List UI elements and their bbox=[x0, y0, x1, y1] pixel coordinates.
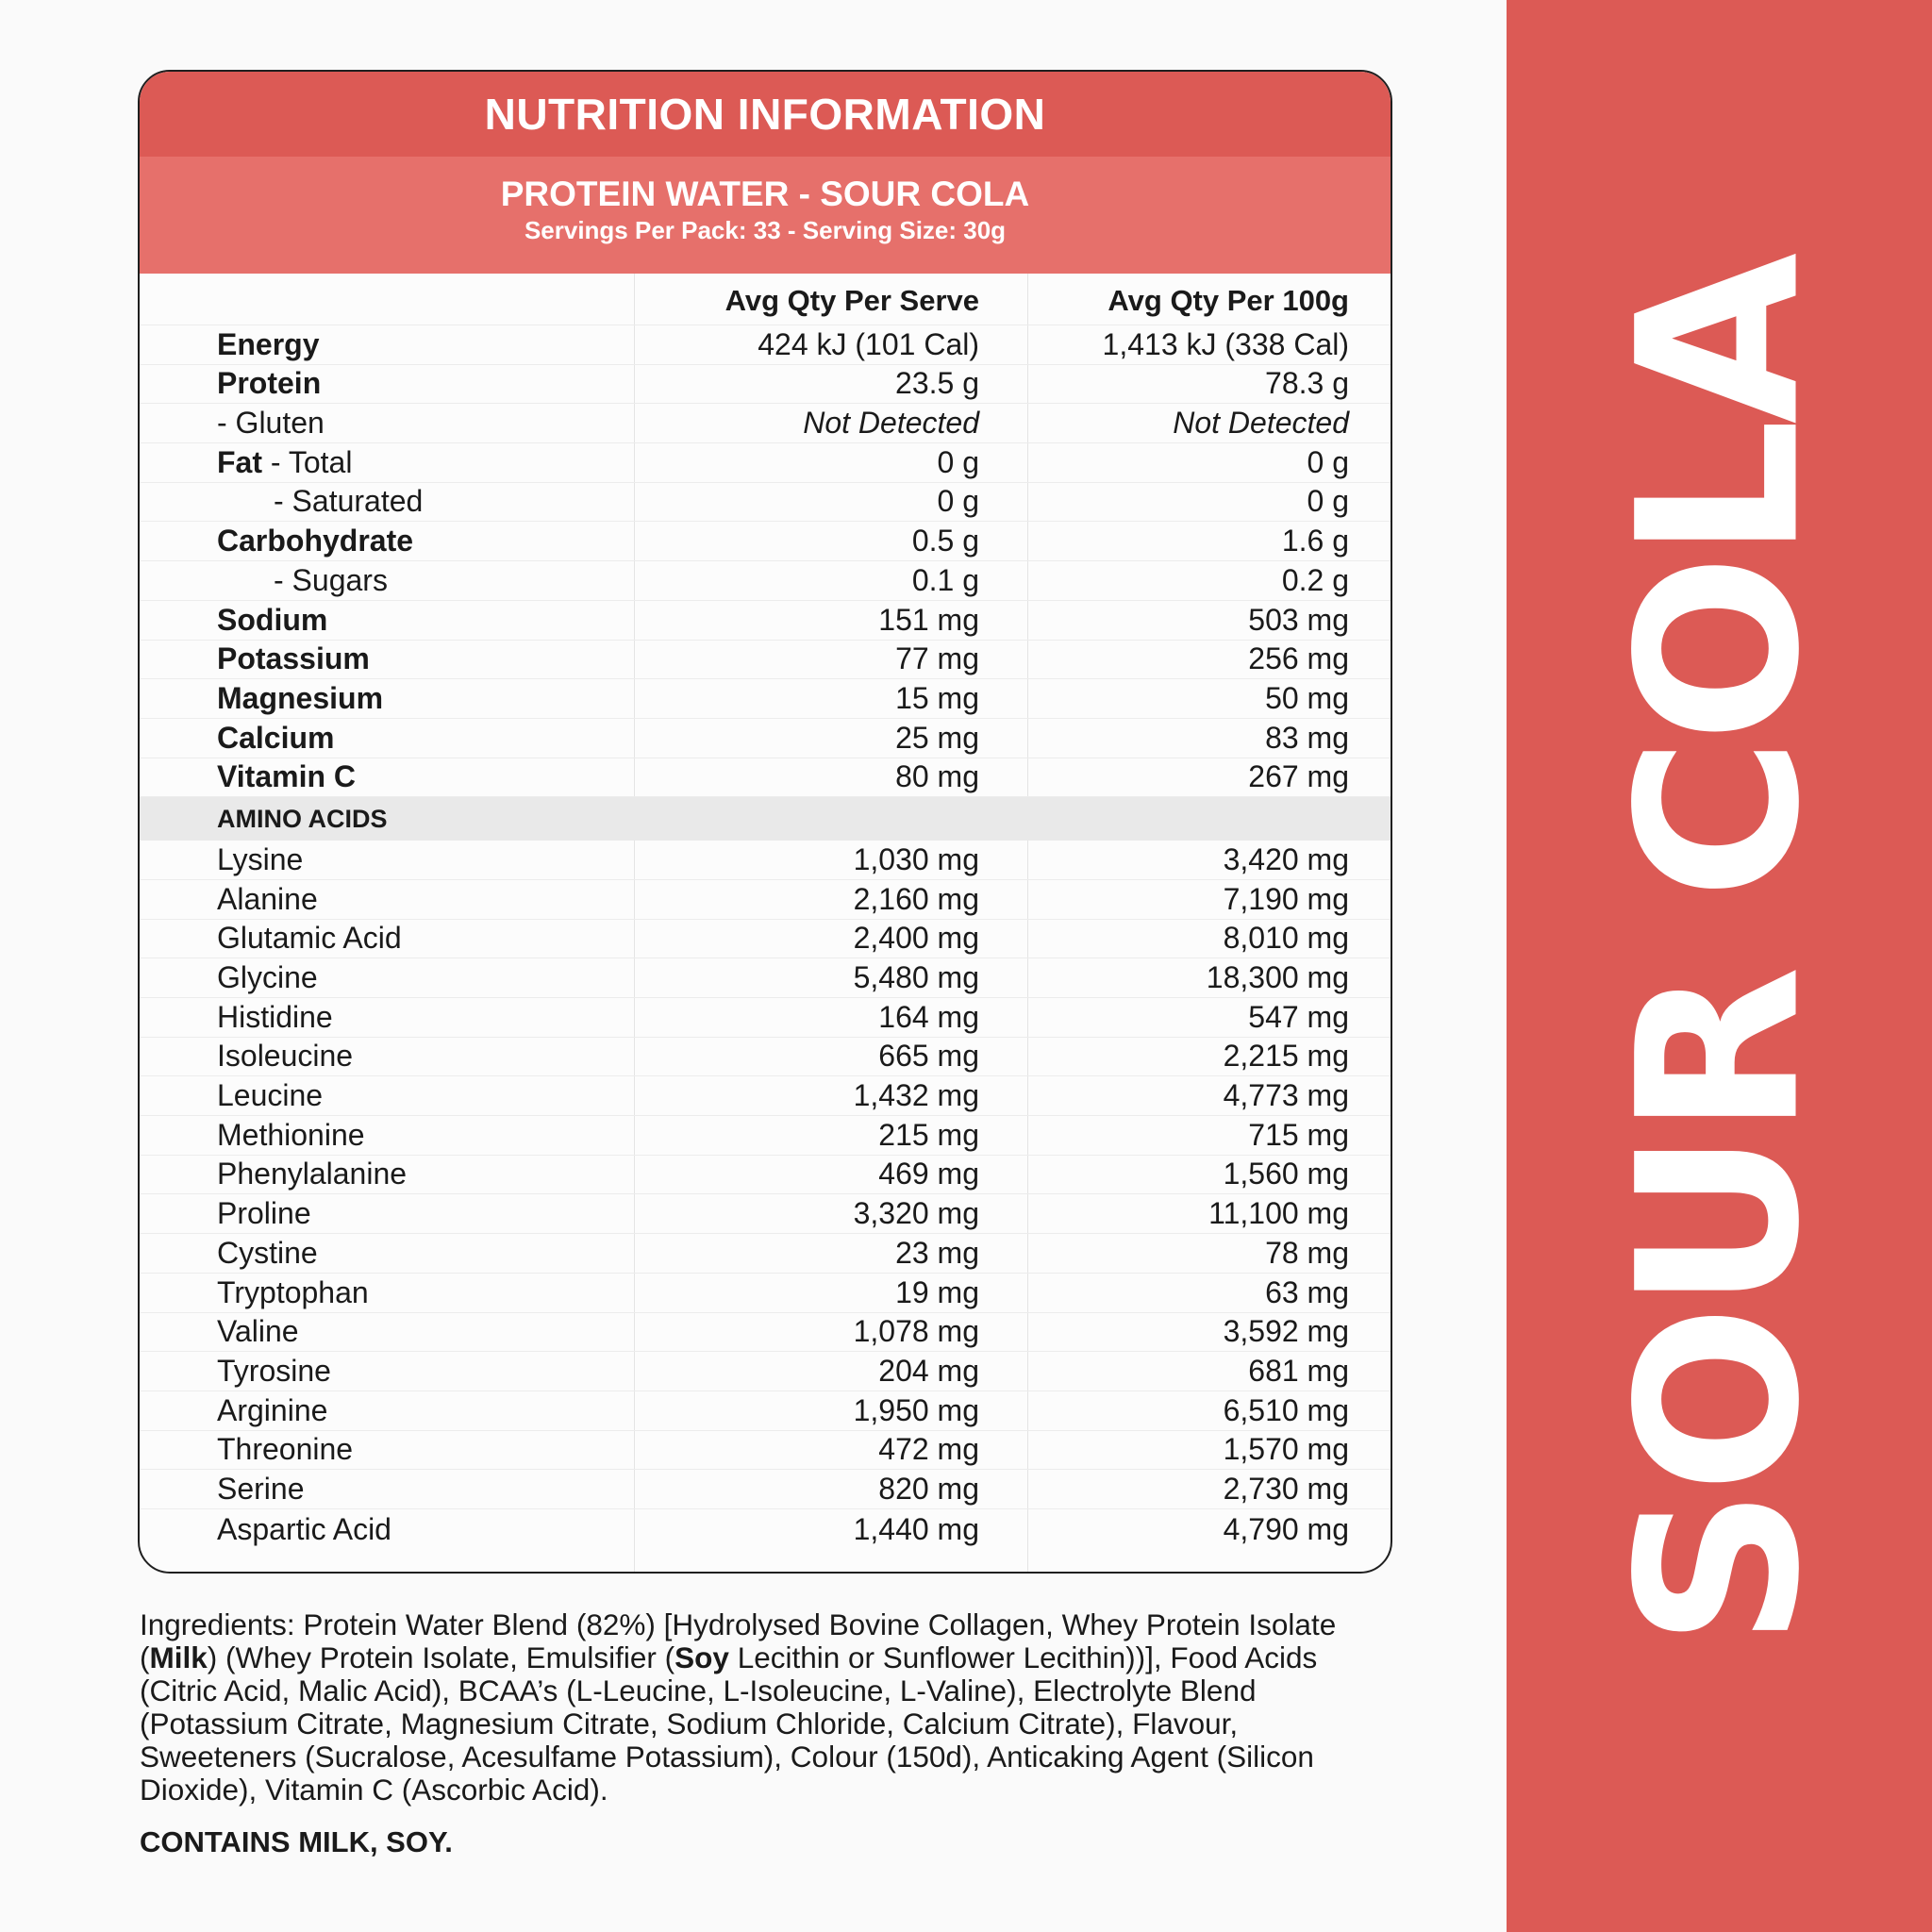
nutrient-name: Protein bbox=[217, 366, 322, 401]
per-serve-value: 0.5 g bbox=[911, 524, 979, 558]
allergen-soy: Soy bbox=[675, 1641, 729, 1674]
product-name: PROTEIN WATER - SOUR COLA bbox=[500, 175, 1030, 213]
per-serve-value: 77 mg bbox=[895, 641, 979, 676]
table-row bbox=[140, 1116, 1391, 1156]
table-row bbox=[140, 1352, 1391, 1391]
flavour-side-label: SOUR COLA bbox=[1591, 258, 1849, 1648]
per-serve-value: 1,078 mg bbox=[853, 1314, 979, 1349]
table-row bbox=[140, 561, 1391, 601]
table-row bbox=[140, 1391, 1391, 1431]
table-row bbox=[140, 601, 1391, 641]
table-row bbox=[140, 958, 1391, 998]
per-serve-value: 2,160 mg bbox=[853, 881, 979, 916]
per-serve-value: 25 mg bbox=[895, 720, 979, 755]
per-100g-value: 1.6 g bbox=[1281, 524, 1349, 558]
table-row bbox=[140, 641, 1391, 680]
per-100g-value: 2,215 mg bbox=[1223, 1039, 1349, 1074]
per-serve-value: 80 mg bbox=[895, 759, 979, 794]
per-100g-value: 78 mg bbox=[1265, 1235, 1349, 1270]
amino-acid-name: Phenylalanine bbox=[217, 1157, 408, 1191]
per-100g-value: 4,790 mg bbox=[1223, 1511, 1349, 1546]
per-100g-value: 78.3 g bbox=[1265, 366, 1349, 401]
per-100g-value: 50 mg bbox=[1265, 680, 1349, 715]
per-serve-value: 424 kJ (101 Cal) bbox=[758, 326, 979, 361]
table-row bbox=[140, 325, 1391, 365]
amino-acid-name: Threonine bbox=[217, 1432, 354, 1467]
per-100g-value: 715 mg bbox=[1248, 1117, 1349, 1152]
per-100g-value: 63 mg bbox=[1265, 1274, 1349, 1309]
ingredients-part: ) (Whey Protein Isolate, Emulsifier ( bbox=[207, 1641, 675, 1674]
per-serve-value: 204 mg bbox=[878, 1353, 979, 1388]
per-serve-value: 151 mg bbox=[878, 602, 979, 637]
table-row bbox=[140, 998, 1391, 1038]
per-serve-value: 820 mg bbox=[878, 1471, 979, 1506]
per-100g-value: 681 mg bbox=[1248, 1353, 1349, 1388]
amino-acid-name: Valine bbox=[217, 1314, 299, 1349]
per-100g-value: 2,730 mg bbox=[1223, 1471, 1349, 1506]
per-serve-value: 469 mg bbox=[878, 1157, 979, 1191]
amino-acids-section-header bbox=[140, 797, 1391, 841]
table-row bbox=[140, 522, 1391, 561]
per-100g-value: 7,190 mg bbox=[1223, 881, 1349, 916]
per-serve-value: 5,480 mg bbox=[853, 960, 979, 994]
per-100g-value: 83 mg bbox=[1265, 720, 1349, 755]
product-header bbox=[140, 157, 1391, 274]
per-serve-value: Not Detected bbox=[803, 406, 979, 441]
amino-acid-name: Tryptophan bbox=[217, 1274, 369, 1309]
per-serve-value: 472 mg bbox=[878, 1432, 979, 1467]
amino-acid-name: Leucine bbox=[217, 1078, 324, 1113]
per-serve-value: 3,320 mg bbox=[853, 1196, 979, 1231]
nutrient-name-main: Fat bbox=[217, 444, 262, 479]
table-row bbox=[140, 1274, 1391, 1313]
per-serve-value: 665 mg bbox=[878, 1039, 979, 1074]
amino-acid-name: Aspartic Acid bbox=[217, 1511, 391, 1546]
table-row bbox=[140, 841, 1391, 880]
amino-acid-name: Histidine bbox=[217, 999, 333, 1034]
per-100g-value: 4,773 mg bbox=[1223, 1078, 1349, 1113]
table-row bbox=[140, 1076, 1391, 1116]
amino-acid-name: Alanine bbox=[217, 881, 318, 916]
panel-title: NUTRITION INFORMATION bbox=[140, 72, 1391, 157]
ingredients-part: Ingredients: Protein Water Blend (82%) [Hydrolysed Bovine Collagen, Whey Protein Isolate ( bbox=[140, 1607, 1337, 1674]
per-100g-value: 503 mg bbox=[1248, 602, 1349, 637]
amino-acid-name: Arginine bbox=[217, 1392, 328, 1427]
amino-acid-name: Methionine bbox=[217, 1117, 365, 1152]
per-100g-value: 18,300 mg bbox=[1206, 960, 1349, 994]
nutrient-name: Potassium bbox=[217, 641, 370, 676]
table-row bbox=[140, 1194, 1391, 1234]
amino-acid-name: Isoleucine bbox=[217, 1039, 354, 1074]
nutrient-name: - Sugars bbox=[274, 562, 388, 597]
table-row bbox=[140, 1509, 1391, 1549]
section-title: AMINO ACIDS bbox=[217, 805, 388, 834]
serving-info: Servings Per Pack: 33 - Serving Size: 30g bbox=[524, 216, 1007, 244]
amino-acid-name: Glutamic Acid bbox=[217, 921, 402, 956]
per-100g-value: 547 mg bbox=[1248, 999, 1349, 1034]
column-header-per-100g: Avg Qty Per 100g bbox=[1108, 284, 1349, 317]
table-row bbox=[140, 365, 1391, 405]
table-header-row bbox=[140, 274, 1391, 325]
per-serve-value: 23.5 g bbox=[895, 366, 979, 401]
per-100g-value: 11,100 mg bbox=[1208, 1196, 1349, 1231]
nutrient-name: Calcium bbox=[217, 720, 335, 755]
amino-acid-name: Tyrosine bbox=[217, 1353, 331, 1388]
amino-acid-name: Proline bbox=[217, 1196, 311, 1231]
per-serve-value: 164 mg bbox=[878, 999, 979, 1034]
table-row bbox=[140, 880, 1391, 920]
per-serve-value: 1,030 mg bbox=[853, 841, 979, 876]
per-100g-value: 0 g bbox=[1307, 444, 1349, 479]
nutrient-name: Vitamin C bbox=[217, 759, 356, 794]
per-serve-value: 215 mg bbox=[878, 1117, 979, 1152]
table-row bbox=[140, 443, 1391, 483]
table-row bbox=[140, 483, 1391, 523]
per-100g-value: 3,592 mg bbox=[1223, 1314, 1349, 1349]
per-100g-value: 0 g bbox=[1307, 484, 1349, 519]
nutrient-name bbox=[217, 444, 352, 480]
amino-acid-name: Glycine bbox=[217, 960, 318, 994]
table-row bbox=[140, 1234, 1391, 1274]
per-serve-value: 1,950 mg bbox=[853, 1392, 979, 1427]
table-row bbox=[140, 719, 1391, 758]
table-row bbox=[140, 404, 1391, 443]
per-100g-value: 267 mg bbox=[1248, 759, 1349, 794]
amino-acid-name: Serine bbox=[217, 1471, 305, 1506]
per-100g-value: 0.2 g bbox=[1281, 562, 1349, 597]
allergen-milk: Milk bbox=[149, 1641, 208, 1674]
per-serve-value: 19 mg bbox=[895, 1274, 979, 1309]
per-100g-value: 3,420 mg bbox=[1223, 841, 1349, 876]
amino-acid-name: Lysine bbox=[217, 841, 304, 876]
per-100g-value: 6,510 mg bbox=[1223, 1392, 1349, 1427]
per-100g-value: 1,413 kJ (338 Cal) bbox=[1102, 326, 1349, 361]
per-100g-value: Not Detected bbox=[1173, 406, 1349, 441]
nutrient-name: Magnesium bbox=[217, 680, 384, 715]
per-serve-value: 15 mg bbox=[895, 680, 979, 715]
per-100g-value: 8,010 mg bbox=[1223, 921, 1349, 956]
table-row bbox=[140, 1431, 1391, 1471]
table-row bbox=[140, 1313, 1391, 1353]
column-header-per-serve: Avg Qty Per Serve bbox=[724, 284, 979, 317]
per-serve-value: 1,440 mg bbox=[853, 1511, 979, 1546]
table-row bbox=[140, 1470, 1391, 1509]
table-row bbox=[140, 920, 1391, 959]
nutrient-name: - Saturated bbox=[274, 484, 424, 519]
per-serve-value: 0 g bbox=[937, 444, 979, 479]
per-100g-value: 1,560 mg bbox=[1223, 1157, 1349, 1191]
nutrient-name: Carbohydrate bbox=[217, 524, 414, 558]
nutrition-panel bbox=[138, 70, 1392, 1574]
nutrient-name: - Gluten bbox=[217, 406, 325, 441]
ingredients-text bbox=[140, 1608, 1394, 1807]
nutrient-name: Energy bbox=[217, 326, 320, 361]
allergen-statement: CONTAINS MILK, SOY. bbox=[140, 1825, 453, 1858]
nutrient-name-suffix: - Total bbox=[262, 444, 353, 479]
table-row bbox=[140, 758, 1391, 798]
nutrient-name: Sodium bbox=[217, 602, 328, 637]
per-serve-value: 2,400 mg bbox=[853, 921, 979, 956]
amino-acid-name: Cystine bbox=[217, 1235, 318, 1270]
per-serve-value: 0 g bbox=[937, 484, 979, 519]
per-100g-value: 256 mg bbox=[1248, 641, 1349, 676]
per-serve-value: 1,432 mg bbox=[853, 1078, 979, 1113]
nutrition-table bbox=[140, 274, 1391, 1572]
ingredients-part: Lecithin or Sunflower Lecithin))], Food Acids (Citric Acid, Malic Acid), BCAA’s (L-Leucine, L-Isoleucine, L-Valine), Electrolyte Blend (Potassium Citrate, Magnesium Citrate, Sodium Chloride, Calcium Citrate), Flavour, Sweeteners (Sucralose, Acesulfame Potassium), Colour (150d), Anticaking Agent (Silicon Dioxide), Vitamin C (Ascorbic Acid). bbox=[140, 1641, 1318, 1807]
table-row bbox=[140, 679, 1391, 719]
table-row bbox=[140, 1038, 1391, 1077]
table-row bbox=[140, 1156, 1391, 1195]
per-serve-value: 0.1 g bbox=[911, 562, 979, 597]
per-100g-value: 1,570 mg bbox=[1223, 1432, 1349, 1467]
per-serve-value: 23 mg bbox=[895, 1235, 979, 1270]
